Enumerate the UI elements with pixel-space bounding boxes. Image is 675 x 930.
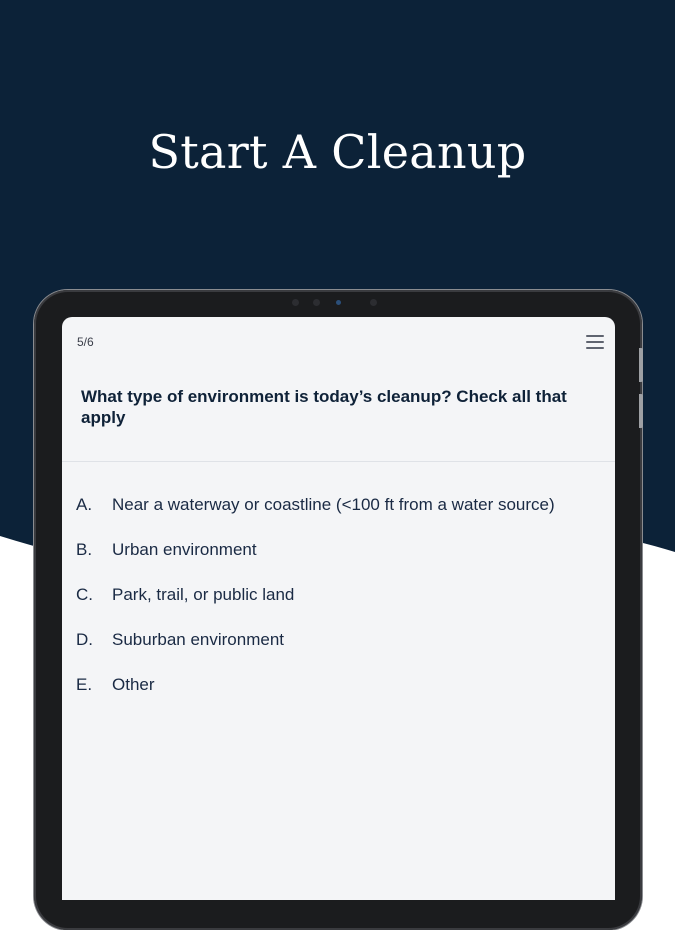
volume-button (639, 348, 643, 382)
option-e[interactable] (62, 662, 615, 707)
option-b[interactable] (62, 527, 615, 572)
option-label: Park, trail, or public land (112, 584, 295, 604)
question-text: What type of environment is today’s cleanup? Check all that apply (81, 387, 567, 427)
option-c[interactable] (62, 572, 615, 617)
option-letter: D. (76, 629, 93, 649)
camera-dot (370, 299, 377, 306)
option-letter: B. (76, 539, 93, 559)
option-label: Urban environment (112, 539, 257, 559)
option-letter: C. (76, 584, 93, 604)
divider (62, 461, 615, 462)
volume-button (639, 394, 643, 428)
option-d[interactable] (62, 617, 615, 662)
option-a[interactable] (62, 482, 615, 527)
hamburger-menu-icon[interactable] (586, 335, 604, 349)
app-screen (62, 317, 615, 900)
hero-title: Start A Cleanup (148, 125, 527, 179)
camera-lens (336, 300, 341, 305)
answer-options (62, 482, 615, 707)
option-label: Other (112, 674, 155, 694)
option-label: Suburban environment (112, 629, 285, 649)
progress-indicator: 5/6 (77, 335, 94, 349)
option-letter: A. (76, 494, 93, 514)
option-letter: E. (76, 674, 93, 694)
camera-dot (292, 299, 299, 306)
option-label: Near a waterway or coastline (<100 ft from a water source) (112, 494, 555, 514)
camera-dot (313, 299, 320, 306)
